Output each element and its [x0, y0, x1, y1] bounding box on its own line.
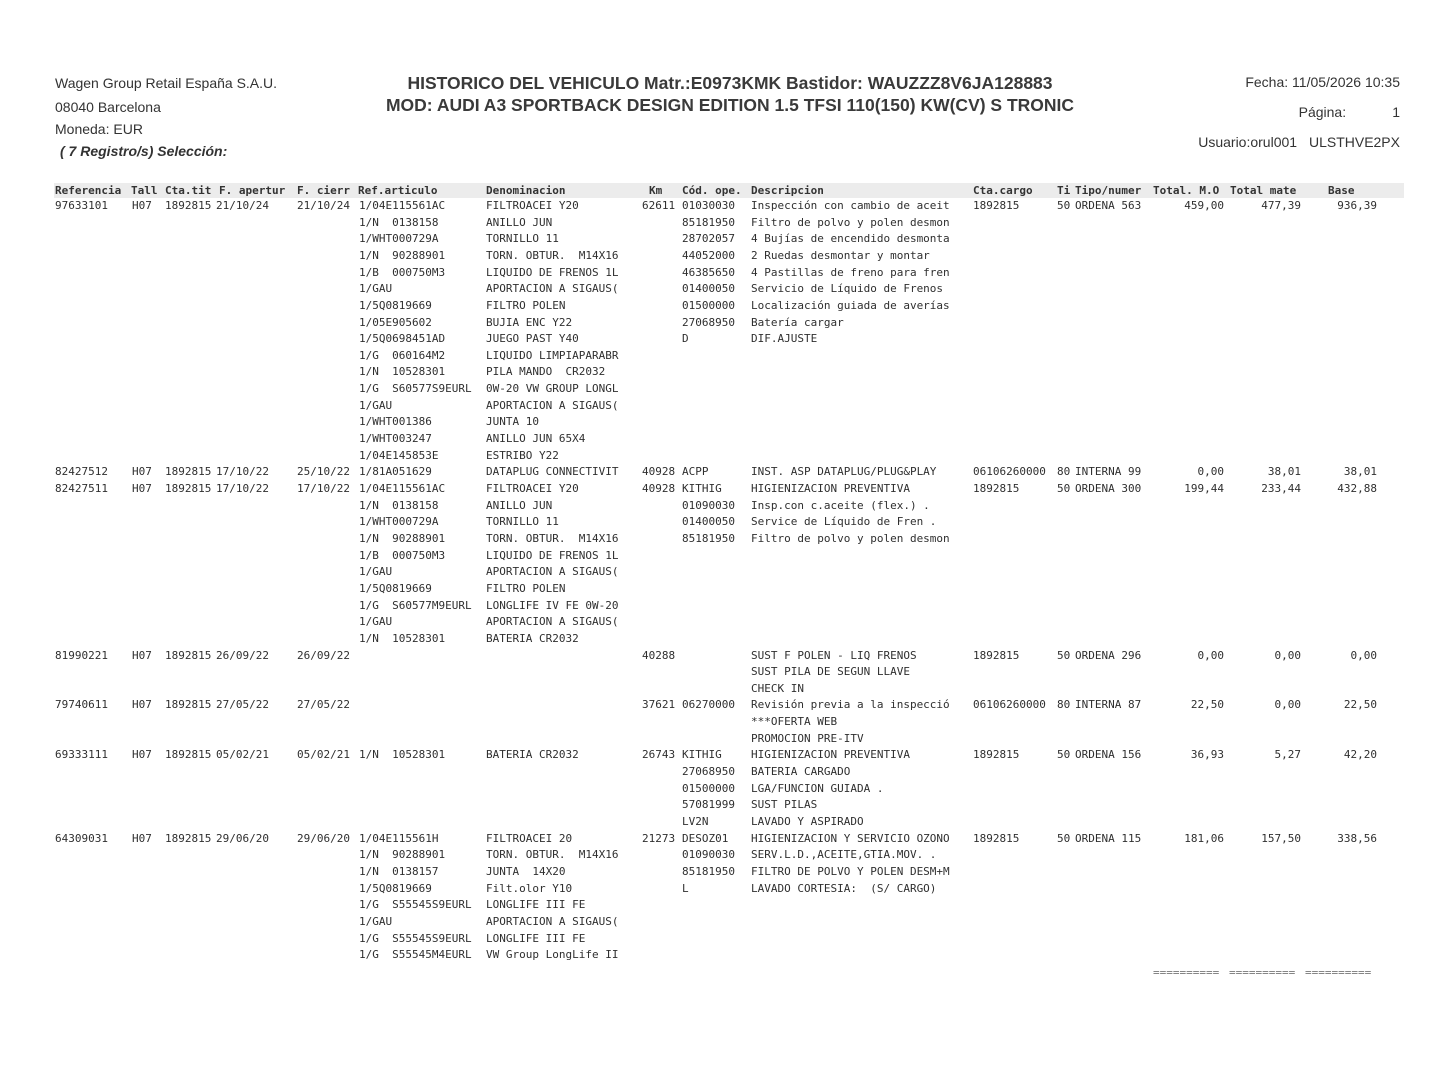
cell-tall: H07 [132, 482, 152, 495]
cell-art: 1/G S55545M4EURL [359, 948, 472, 961]
cell-cod: ACPP [682, 465, 709, 478]
cell-cargo: 1892815 [973, 748, 1020, 761]
table-row-detail [0, 265, 1440, 281]
cell-ref: 64309031 [55, 832, 108, 845]
table-row-detail [0, 531, 1440, 547]
cell-desc: LAVADO Y ASPIRADO [751, 815, 864, 828]
cell-cargo: 1892815 [973, 482, 1020, 495]
cell-desc: Batería cargar [751, 316, 844, 329]
cell-den: FILTROACEI 20 [486, 832, 573, 845]
cell-ref: 82427511 [55, 482, 108, 495]
cell-ti: 50 [1057, 832, 1071, 845]
table-row-detail [0, 364, 1440, 380]
table-row-detail [0, 581, 1440, 597]
cell-art: 1/N 0138157 [359, 865, 439, 878]
cell-den: LONGLIFE III FE [486, 932, 586, 945]
cell-den: ANILLO JUN [486, 216, 553, 229]
cell-cta: 1892815 [165, 199, 212, 212]
cell-tipo: INTERNA 99 [1075, 465, 1142, 478]
cell-den: LIQUIDO LIMPIAPARABR [486, 349, 619, 362]
table-row-detail [0, 498, 1440, 514]
cell-cod: KITHIG [682, 748, 722, 761]
cell-mate: 477,39 [1261, 199, 1301, 212]
cell-art: 1/GAU [359, 615, 393, 628]
cell-fap: 26/09/22 [216, 649, 269, 662]
cell-km: 40288 [642, 649, 676, 662]
cell-ref: 82427512 [55, 465, 108, 478]
cell-ti: 80 [1057, 465, 1071, 478]
cell-desc: Insp.con c.aceite (flex.) . [751, 499, 930, 512]
column-header: F. apertur [219, 184, 286, 197]
cell-cod: 27068950 [682, 765, 735, 778]
cell-den: 0W-20 VW GROUP LONGL [486, 382, 619, 395]
cell-cta: 1892815 [165, 482, 212, 495]
cell-cargo: 1892815 [973, 832, 1020, 845]
report-meta [1198, 73, 1400, 163]
cell-mo: 0,00 [1197, 649, 1224, 662]
cell-den: TORNILLO 11 [486, 515, 559, 528]
record-count: ( 7 Registro/s) Selección: [60, 143, 228, 159]
cell-art: 1/WHT000729A [359, 232, 439, 245]
cell-desc: SERV.L.D.,ACEITE,GTIA.MOV. . [751, 848, 937, 861]
cell-cta: 1892815 [165, 832, 212, 845]
cell-desc: SUST PILA DE SEGUN LLAVE [751, 665, 910, 678]
cell-art: 1/04E115561H [359, 832, 439, 845]
cell-desc: LAVADO CORTESIA: (S/ CARGO) [751, 882, 937, 895]
cell-km: 62611 [642, 199, 676, 212]
cell-art: 1/G S55545S9EURL [359, 898, 472, 911]
cell-km: 21273 [642, 832, 676, 845]
cell-mo: 199,44 [1184, 482, 1224, 495]
cell-desc: SUST PILAS [751, 798, 818, 811]
cell-mate: 0,00 [1274, 649, 1301, 662]
cell-desc: Filtro de polvo y polen desmon [751, 532, 950, 545]
cell-tall: H07 [132, 199, 152, 212]
cell-km: 40928 [642, 465, 676, 478]
cell-ref: 79740611 [55, 698, 108, 711]
cell-km: 26743 [642, 748, 676, 761]
cell-mate: 233,44 [1261, 482, 1301, 495]
user-info [1198, 133, 1400, 163]
cell-desc: PROMOCION PRE-ITV [751, 732, 864, 745]
cell-art: 1/WHT003247 [359, 432, 432, 445]
page-label: Página: [1298, 104, 1347, 120]
cell-desc: Filtro de polvo y polen desmon [751, 216, 950, 229]
column-header: Denominacion [486, 184, 566, 197]
cell-art: 1/G 060164M2 [359, 349, 446, 362]
cell-base: 22,50 [1343, 698, 1377, 711]
company-city: 08040 Barcelona [55, 99, 161, 115]
cell-tipo: ORDENA 300 [1075, 482, 1142, 495]
cell-den: LONGLIFE III FE [486, 898, 586, 911]
table-row-detail [0, 797, 1440, 813]
cell-den: FILTRO POLEN [486, 299, 566, 312]
column-header: Ref.articulo [358, 184, 438, 197]
cell-km: 37621 [642, 698, 676, 711]
column-header: Tipo/numer [1075, 184, 1142, 197]
cell-cod: 01400050 [682, 515, 735, 528]
cell-den: FILTROACEI Y20 [486, 199, 579, 212]
cell-desc: HIGIENIZACION PREVENTIVA [751, 748, 910, 761]
cell-art: 1/5Q0819669 [359, 882, 432, 895]
table-row-detail [0, 398, 1440, 414]
table-row-record [0, 697, 1440, 713]
cell-den: TORNILLO 11 [486, 232, 559, 245]
cell-cod: 46385650 [682, 266, 735, 279]
cell-mo: 181,06 [1184, 832, 1224, 845]
cell-den: VW Group LongLife II [486, 948, 619, 961]
page-info [1198, 103, 1400, 133]
total-mate-separator: ========== [1229, 966, 1296, 979]
cell-den: TORN. OBTUR. M14X16 [486, 848, 619, 861]
cell-ref: 81990221 [55, 649, 108, 662]
table-row-record [0, 464, 1440, 480]
cell-cod: 01400050 [682, 282, 735, 295]
cell-art: 1/N 10528301 [359, 632, 446, 645]
cell-fci: 26/09/22 [297, 649, 350, 662]
cell-art: 1/WHT000729A [359, 515, 439, 528]
cell-art: 1/G S55545S9EURL [359, 932, 472, 945]
cell-tipo: ORDENA 156 [1075, 748, 1142, 761]
cell-desc: DIF.AJUSTE [751, 332, 818, 345]
cell-art: 1/B 000750M3 [359, 549, 446, 562]
cell-fci: 25/10/22 [297, 465, 350, 478]
table-row-detail [0, 781, 1440, 797]
table-row-detail [0, 298, 1440, 314]
cell-desc: 2 Ruedas desmontar y montar [751, 249, 930, 262]
table-row-detail [0, 348, 1440, 364]
cell-art: 1/5Q0698451AD [359, 332, 446, 345]
cell-cod: 01500000 [682, 299, 735, 312]
cell-desc: ***OFERTA WEB [751, 715, 838, 728]
cell-km: 40928 [642, 482, 676, 495]
cell-desc: Service de Líquido de Fren . [751, 515, 937, 528]
cell-art: 1/B 000750M3 [359, 266, 446, 279]
cell-cod: 27068950 [682, 316, 735, 329]
cell-base: 38,01 [1343, 465, 1377, 478]
cell-den: APORTACION A SIGAUS( [486, 282, 619, 295]
column-header: Total. M.O [1153, 184, 1220, 197]
report-title: HISTORICO DEL VEHICULO Matr.:E0973KMK Bastidor: WAUZZZ8V6JA128883 [407, 73, 1053, 93]
page-number: 1 [1392, 104, 1400, 120]
cell-desc: FILTRO DE POLVO Y POLEN DESM+M [751, 865, 950, 878]
cell-den: ANILLO JUN [486, 499, 553, 512]
table-row-record [0, 747, 1440, 763]
cell-desc: HIGIENIZACION Y SERVICIO OZONO [751, 832, 950, 845]
user-name: Usuario:orul001 [1198, 134, 1298, 150]
table-row-detail [0, 881, 1440, 897]
table-row-detail [0, 281, 1440, 297]
cell-art: 1/GAU [359, 565, 393, 578]
column-header: Referencia [55, 184, 122, 197]
table-row-detail [0, 514, 1440, 530]
cell-den: BATERIA CR2032 [486, 748, 579, 761]
cell-ref: 97633101 [55, 199, 108, 212]
table-row-detail [0, 847, 1440, 863]
cell-ti: 50 [1057, 649, 1071, 662]
cell-den: FILTROACEI Y20 [486, 482, 579, 495]
cell-fap: 17/10/22 [216, 482, 269, 495]
cell-tall: H07 [132, 649, 152, 662]
cell-tall: H07 [132, 698, 152, 711]
cell-den: DATAPLUG CONNECTIVIT [486, 465, 619, 478]
cell-den: JUEGO PAST Y40 [486, 332, 579, 345]
cell-cargo: 06106260000 [973, 698, 1046, 711]
cell-art: 1/N 10528301 [359, 748, 446, 761]
cell-cod: 28702057 [682, 232, 735, 245]
cell-fci: 29/06/20 [297, 832, 350, 845]
cell-base: 936,39 [1337, 199, 1377, 212]
cell-den: APORTACION A SIGAUS( [486, 399, 619, 412]
cell-art: 1/G S60577M9EURL [359, 599, 472, 612]
cell-desc: Localización guiada de averías [751, 299, 950, 312]
cell-base: 432,88 [1337, 482, 1377, 495]
table-row-record [0, 481, 1440, 497]
cell-ti: 50 [1057, 748, 1071, 761]
company-block [55, 71, 277, 119]
column-header: Ti [1057, 184, 1071, 197]
cell-den: TORN. OBTUR. M14X16 [486, 532, 619, 545]
cell-fci: 27/05/22 [297, 698, 350, 711]
table-row-detail [0, 731, 1440, 747]
cell-base: 42,20 [1343, 748, 1377, 761]
cell-desc: 4 Pastillas de freno para fren [751, 266, 950, 279]
cell-art: 1/N 10528301 [359, 365, 446, 378]
table-row-detail [0, 897, 1440, 913]
cell-art: 1/04E145853E [359, 449, 439, 462]
cell-art: 1/N 0138158 [359, 499, 439, 512]
cell-den: APORTACION A SIGAUS( [486, 915, 619, 928]
cell-fap: 27/05/22 [216, 698, 269, 711]
column-header: Cta.tit [165, 184, 212, 197]
cell-ti: 80 [1057, 698, 1071, 711]
cell-desc: Revisión previa a la inspecció [751, 698, 950, 711]
column-header: Km [649, 184, 663, 197]
cell-den: JUNTA 10 [486, 415, 539, 428]
table-row-detail [0, 947, 1440, 963]
cell-mo: 22,50 [1190, 698, 1224, 711]
cell-desc: CHECK IN [751, 682, 804, 695]
cell-den: APORTACION A SIGAUS( [486, 615, 619, 628]
table-row-detail [0, 664, 1440, 680]
cell-den: ESTRIBO Y22 [486, 449, 559, 462]
cell-art: 1/N 90288901 [359, 848, 446, 861]
cell-cargo: 1892815 [973, 199, 1020, 212]
table-row-detail [0, 681, 1440, 697]
cell-cod: L [682, 882, 689, 895]
cell-mate: 0,00 [1274, 698, 1301, 711]
cell-den: Filt.olor Y10 [486, 882, 573, 895]
cell-cod: LV2N [682, 815, 709, 828]
cell-tall: H07 [132, 832, 152, 845]
cell-tipo: ORDENA 296 [1075, 649, 1142, 662]
cell-desc: BATERIA CARGADO [751, 765, 851, 778]
cell-base: 338,56 [1337, 832, 1377, 845]
cell-cod: 57081999 [682, 798, 735, 811]
cell-tall: H07 [132, 748, 152, 761]
cell-art: 1/WHT001386 [359, 415, 432, 428]
column-header: Descripcion [751, 184, 824, 197]
cell-fap: 17/10/22 [216, 465, 269, 478]
cell-art: 1/81A051629 [359, 465, 432, 478]
table-row-record [0, 648, 1440, 664]
cell-mo: 36,93 [1190, 748, 1224, 761]
cell-cod: KITHIG [682, 482, 722, 495]
terminal-id: ULSTHVE2PX [1308, 134, 1400, 150]
cell-desc: HIGIENIZACION PREVENTIVA [751, 482, 910, 495]
cell-ti: 50 [1057, 199, 1071, 212]
cell-desc: INST. ASP DATAPLUG/PLUG&PLAY [751, 465, 937, 478]
cell-cod: 85181950 [682, 216, 735, 229]
cell-mate: 157,50 [1261, 832, 1301, 845]
cell-fap: 29/06/20 [216, 832, 269, 845]
base-separator: ========== [1305, 966, 1372, 979]
cell-base: 0,00 [1350, 649, 1377, 662]
cell-art: 1/N 0138158 [359, 216, 439, 229]
table-row-detail [0, 414, 1440, 430]
cell-tall: H07 [132, 465, 152, 478]
table-row-detail [0, 381, 1440, 397]
currency-label: Moneda: EUR [55, 121, 143, 137]
cell-den: TORN. OBTUR. M14X16 [486, 249, 619, 262]
cell-cta: 1892815 [165, 748, 212, 761]
column-header: F. cierr [297, 184, 350, 197]
cell-den: FILTRO POLEN [486, 582, 566, 595]
cell-mate: 38,01 [1267, 465, 1301, 478]
cell-desc: Inspección con cambio de aceit [751, 199, 950, 212]
table-row-detail [0, 814, 1440, 830]
cell-den: PILA MANDO CR2032 [486, 365, 606, 378]
cell-art: 1/04E115561AC [359, 482, 446, 495]
cell-den: BATERIA CR2032 [486, 632, 579, 645]
table-row-detail [0, 631, 1440, 647]
cell-cod: DESOZ01 [682, 832, 729, 845]
table-row-detail [0, 315, 1440, 331]
cell-ref: 69333111 [55, 748, 108, 761]
cell-art: 1/05E905602 [359, 316, 432, 329]
table-row-record [0, 198, 1440, 214]
cell-fci: 21/10/24 [297, 199, 350, 212]
cell-desc: SUST F POLEN - LIQ FRENOS [751, 649, 917, 662]
cell-art: 1/G S60577S9EURL [359, 382, 472, 395]
cell-cargo: 06106260000 [973, 465, 1046, 478]
table-row-detail [0, 764, 1440, 780]
cell-cod: 06270000 [682, 698, 735, 711]
cell-art: 1/GAU [359, 399, 393, 412]
table-row-detail [0, 598, 1440, 614]
cell-mo: 0,00 [1197, 465, 1224, 478]
report-date: Fecha: 11/05/2026 10:35 [1245, 74, 1400, 90]
table-row-detail [0, 614, 1440, 630]
cell-den: APORTACION A SIGAUS( [486, 565, 619, 578]
table-row-detail [0, 714, 1440, 730]
cell-fci: 05/02/21 [297, 748, 350, 761]
cell-cod: 01030030 [682, 199, 735, 212]
cell-cod: D [682, 332, 689, 345]
cell-fci: 17/10/22 [297, 482, 350, 495]
cell-tipo: INTERNA 87 [1075, 698, 1142, 711]
cell-art: 1/N 90288901 [359, 249, 446, 262]
cell-den: JUNTA 14X20 [486, 865, 566, 878]
cell-cod: 01090030 [682, 848, 735, 861]
cell-den: LONGLIFE IV FE 0W-20 [486, 599, 619, 612]
cell-art: 1/N 90288901 [359, 532, 446, 545]
cell-desc: LGA/FUNCION GUIADA . [751, 782, 884, 795]
column-header: Total mate [1230, 184, 1297, 197]
table-row-detail [0, 548, 1440, 564]
table-row-detail [0, 448, 1440, 464]
cell-desc: Servicio de Líquido de Frenos [751, 282, 944, 295]
cell-den: BUJIA ENC Y22 [486, 316, 573, 329]
column-header: Base [1328, 184, 1355, 197]
cell-den: LIQUIDO DE FRENOS 1L [486, 549, 619, 562]
cell-tipo: ORDENA 563 [1075, 199, 1142, 212]
company-name: Wagen Group Retail España S.A.U. [55, 75, 278, 91]
cell-cta: 1892815 [165, 465, 212, 478]
table-row-detail [0, 931, 1440, 947]
cell-cod: 85181950 [682, 865, 735, 878]
total-mo-separator: ========== [1153, 966, 1220, 979]
column-header: Tall [131, 184, 158, 197]
cell-cod: 01500000 [682, 782, 735, 795]
cell-art: 1/04E115561AC [359, 199, 446, 212]
table-row-detail [0, 564, 1440, 580]
cell-den: LIQUIDO DE FRENOS 1L [486, 266, 619, 279]
cell-ti: 50 [1057, 482, 1071, 495]
cell-art: 1/5Q0819669 [359, 582, 432, 595]
column-header: Cód. ope. [682, 184, 742, 197]
report-subtitle: MOD: AUDI A3 SPORTBACK DESIGN EDITION 1.5 TFSI 110(150) KW(CV) S TRONIC [385, 95, 1075, 115]
cell-cargo: 1892815 [973, 649, 1020, 662]
table-row-detail [0, 231, 1440, 247]
table-row-detail [0, 248, 1440, 264]
cell-tipo: ORDENA 115 [1075, 832, 1142, 845]
cell-cod: 44052000 [682, 249, 735, 262]
table-row-detail [0, 431, 1440, 447]
cell-cod: 85181950 [682, 532, 735, 545]
cell-cta: 1892815 [165, 649, 212, 662]
cell-fap: 21/10/24 [216, 199, 269, 212]
cell-mate: 5,27 [1274, 748, 1301, 761]
cell-art: 1/GAU [359, 282, 393, 295]
column-header: Cta.cargo [973, 184, 1033, 197]
cell-fap: 05/02/21 [216, 748, 269, 761]
table-row-record [0, 831, 1440, 847]
cell-art: 1/5Q0819669 [359, 299, 432, 312]
cell-den: ANILLO JUN 65X4 [486, 432, 586, 445]
table-row-detail [0, 331, 1440, 347]
table-row-detail [0, 864, 1440, 880]
report-titles [360, 72, 1100, 116]
cell-desc: 4 Bujías de encendido desmonta [751, 232, 950, 245]
table-row-detail [0, 215, 1440, 231]
cell-mo: 459,00 [1184, 199, 1224, 212]
cell-cta: 1892815 [165, 698, 212, 711]
table-row-detail [0, 914, 1440, 930]
cell-cod: 01090030 [682, 499, 735, 512]
cell-art: 1/GAU [359, 915, 393, 928]
